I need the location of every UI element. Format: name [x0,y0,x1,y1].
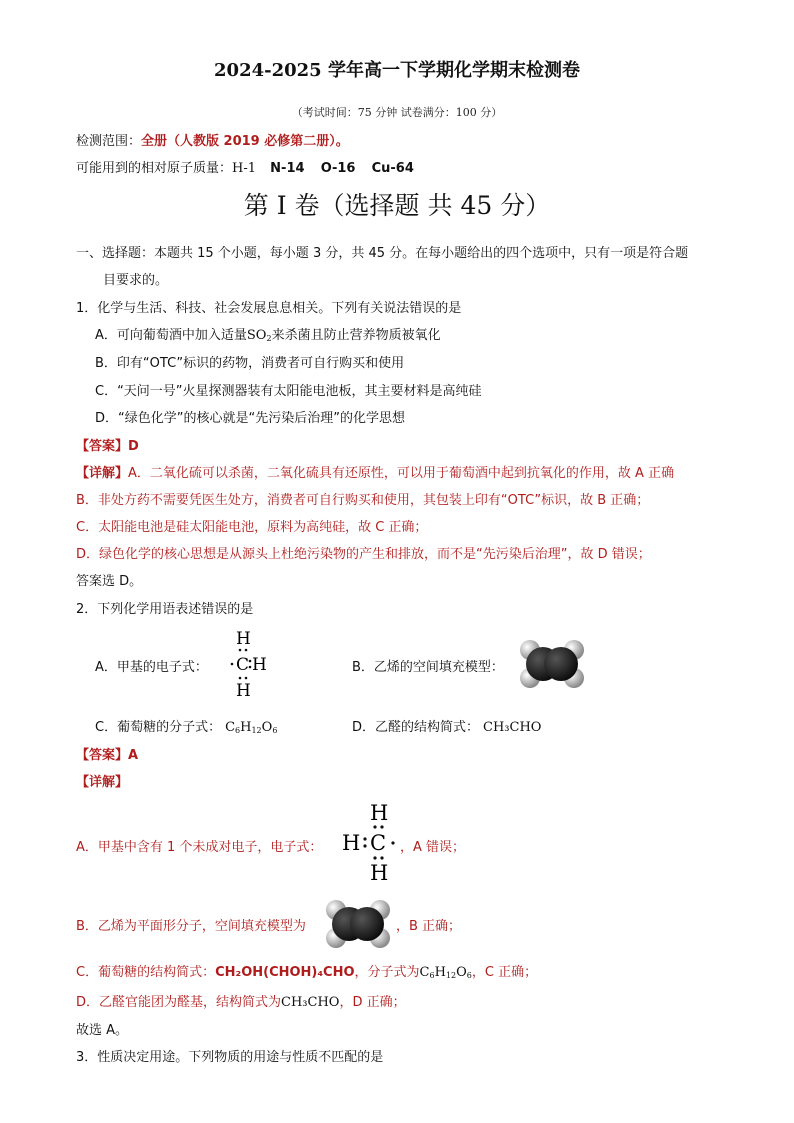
q2-detail-c-text: C．葡萄糖的结构简式： [76,965,216,980]
q2-option-c-text: C．葡萄糖的分子式： [95,720,222,735]
q2-option-b: B．乙烯的空间填充模型： [352,660,504,675]
methyl-electron-formula-large-svg [338,800,400,884]
q2-option-c [95,716,277,735]
ethylene-model-svg [516,636,588,692]
glucose-formula: $C_6H_{12}O_6$ [225,720,278,735]
exam-subtitle: （考试时间：75 分钟 试卷满分：100 分） [291,106,503,119]
instructions-line1: 一、选择题：本题共 15 个小题，每小题 3 分，共 45 分。在每小题给出的四个选项中，只有一项是符合题 [76,246,689,261]
ethylene-model-large-svg [322,896,394,952]
answer-value: D [128,439,139,454]
svg-text:H: H [252,655,267,675]
q2-detail-tag [76,771,128,790]
instructions-line2: 目要求的。 [103,273,169,288]
section-title: 第 I 卷（选择题 共 45 分） [243,191,551,220]
svg-text:C: C [370,831,387,855]
scope-label: 检测范围： [76,134,142,149]
q2-detail-a-end: ，A 错误； [400,840,466,855]
methyl-electron-formula-small [220,628,270,700]
detail-tag: 【详解】 [76,775,129,790]
svg-text:H: H [370,861,389,884]
acetaldehyde-formula: CH₃CHO [483,720,542,735]
q1-option-d: D．“绿色化学”的核心就是“先污染后治理”的化学思想 [95,411,405,426]
q1-conclusion: 答案选 D。 [76,574,143,589]
glucose-molecular-formula: $C_6H_{12}O_6$ [419,965,472,980]
q2-option-a: A．甲基的电子式： [95,660,208,675]
mass-n: N-14 [270,161,305,176]
q2-detail-a-text: A．甲基中含有 1 个未成对电子，电子式： [76,840,323,855]
so2-subscript: 2 [266,334,272,343]
q2-detail-b-end: ，B 正确； [396,919,462,934]
q1-answer [76,435,139,454]
q2-detail-c-mid: ，分子式为 [354,965,420,980]
q2-detail-d [76,991,406,1010]
masses-label: 可能用到的相对原子质量： [76,161,233,176]
q1-detail-a [76,462,674,481]
q2-detail-d-end: ，D 正确； [339,995,406,1010]
q2-detail-a [76,836,322,855]
q2-detail-b [76,915,306,934]
q1-option-a-text-end: 来杀菌且防止营养物质被氧化 [271,328,441,343]
methyl-electron-formula-svg [220,628,270,700]
q1-option-a-text: A．可向葡萄酒中加入适量 [95,328,247,343]
q2-conclusion: 故选 A。 [76,1023,129,1038]
q2-detail-d-text: D．乙醛官能团为醛基，结构简式为 [76,995,282,1010]
svg-text:C: C [236,655,250,675]
svg-text:H: H [236,681,251,700]
answer-tag: 【答案】 [76,748,129,763]
methyl-electron-formula-large [338,800,400,884]
q2-detail-c [76,961,537,980]
q2-stem: 2．下列化学用语表述错误的是 [76,602,254,617]
answer-tag: 【答案】 [76,439,129,454]
q2-option-d [352,716,541,735]
acetaldehyde-structural-formula: CH₃CHO [281,995,340,1010]
q2-answer [76,744,138,763]
mass-cu: Cu-64 [371,161,414,176]
svg-text:H: H [370,801,389,825]
q2-option-d-text: D．乙醛的结构简式： [352,720,480,735]
q1-detail-d: D．绿色化学的核心思想是从源头上杜绝污染物的产生和排放，而不是“先污染后治理”，故 D 错误； [76,547,651,562]
q2-detail-c-end: ，C 正确； [471,965,538,980]
mass-o: O-16 [320,161,356,176]
detail-tag: 【详解】 [76,466,129,481]
q3-stem: 3．性质决定用途。下列物质的用途与性质不匹配的是 [76,1050,384,1065]
ethylene-model-large [322,896,394,956]
so2-formula [247,328,272,343]
q2-detail-b-text: B．乙烯为平面形分子，空间填充模型为 [76,919,306,934]
ethylene-model-small [516,636,588,696]
svg-text:H: H [342,831,361,855]
glucose-structural-formula: CH₂OH(CHOH)₄CHO [215,965,355,980]
q1-detail-c: C．太阳能电池是硅太阳能电池，原料为高纯硅，故 C 正确； [76,520,428,535]
so2-symbol: SO [246,328,267,343]
q1-option-a [95,324,441,343]
q1-detail-b: B．非处方药不需要凭医生处方，消费者可自行购买和使用，其包装上印有“OTC”标识，故 B 正确； [76,493,650,508]
scope-line [76,130,349,149]
q1-option-b: B．印有“OTC”标识的药物，消费者可自行购买和使用 [95,356,405,371]
answer-value: A [128,748,139,763]
page-title: 2024-2025 学年高一下学期化学期末检测卷 [214,60,580,81]
svg-text:H: H [236,629,251,649]
q1-option-c: C．“天问一号”火星探测器装有太阳能电池板，其主要材料是高纯硅 [95,384,482,399]
q1-detail-a-text: A．二氧化硫可以杀菌，二氧化硫具有还原性，可以用于葡萄酒中起到抗氧化的作用，故 A 正确 [128,466,675,481]
mass-h: H-1 [232,161,257,176]
atomic-masses-line [76,157,414,176]
q1-stem: 1．化学与生活、科技、社会发展息息相关。下列有关说法错误的是 [76,301,462,316]
scope-value: 全册（人教版 2019 必修第二册）。 [141,134,349,149]
